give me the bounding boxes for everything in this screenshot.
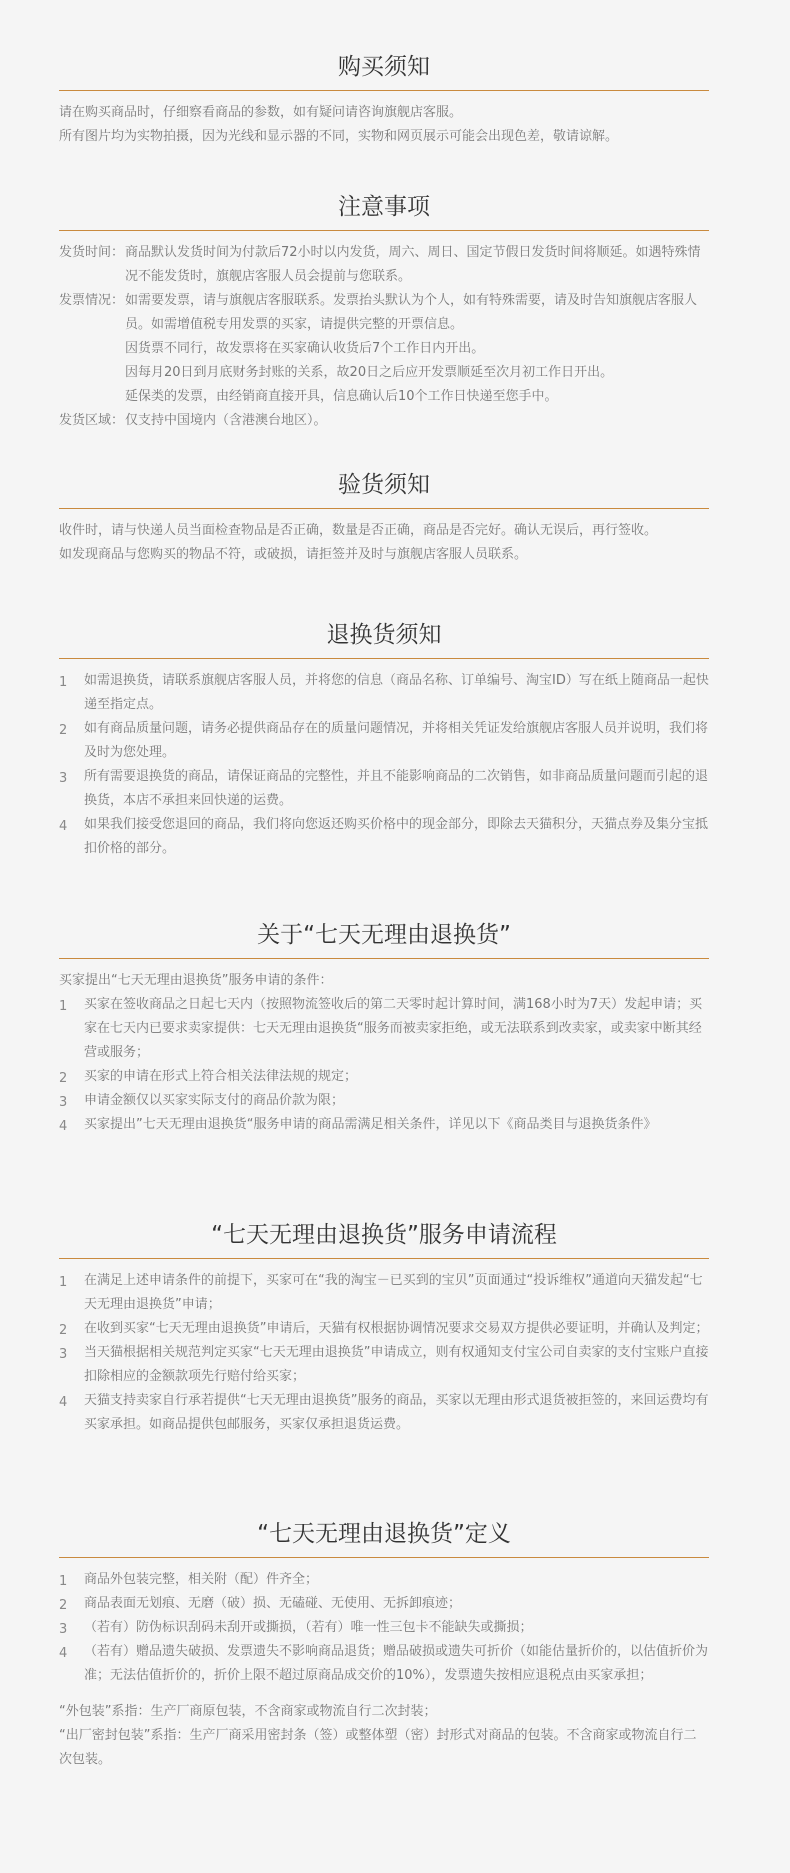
list-item <box>59 1089 709 1113</box>
item-number: 4 <box>59 1395 68 1410</box>
item-text: 当天猫根据相关规范判定买家“七天无理由退换货”申请成立，则有权通知支付宝公司自卖家的支付宝账户直接扣除相应的金额款项先行赔付给买家； <box>84 1345 709 1384</box>
item-text: 申请金额仅以买家实际支付的商品价款为限； <box>84 1093 345 1108</box>
item-number: 2 <box>59 723 68 738</box>
section-title: 退换货须知 <box>326 622 442 648</box>
divider <box>59 1557 709 1558</box>
divider <box>59 658 709 659</box>
item-number: 1 <box>59 1275 68 1290</box>
section-title: “七天无理由退换货”服务申请流程 <box>211 1222 557 1248</box>
shipping-label: 发货时间： <box>59 245 125 260</box>
item-text: 所有需要退换货的商品，请保证商品的完整性，并且不能影响商品的二次销售，如非商品质量问题而引起的退换货，本店不承担来回快递的运费。 <box>84 769 709 808</box>
item-text: 如需退换货，请联系旗舰店客服人员，并将您的信息（商品名称、订单编号、淘宝ID）写在纸上随商品一起快递至指定点。 <box>84 673 709 712</box>
list-item <box>59 1592 709 1616</box>
section-process <box>59 1218 709 1437</box>
region-row <box>59 409 709 433</box>
item-text: 天猫支持卖家自行承若提供“七天无理由退换货”服务的商品，买家以无理由形式退货被拒签的，来回运费均有买家承担。如商品提供包邮服务，买家仅承担退货运费。 <box>84 1393 709 1432</box>
section-title: 注意事项 <box>338 194 430 220</box>
invoice-label: 发票情况： <box>59 293 125 308</box>
item-text: （若有）防伪标识刮码未刮开或撕损，（若有）唯一性三包卡不能缺失或撕损； <box>84 1620 533 1635</box>
list-item <box>59 1389 709 1437</box>
item-number: 2 <box>59 1323 68 1338</box>
list-item <box>59 765 709 813</box>
invoice-line-1: 如需要发票，请与旗舰店客服联系。发票抬头默认为个人，如有特殊需要，请及时告知旗舰店客服人员。如需增值税专用发票的买家，请提供完整的开票信息。 <box>125 293 698 332</box>
list-item <box>59 813 709 861</box>
item-number: 4 <box>59 1119 68 1134</box>
spacer <box>59 1688 709 1700</box>
section-title: “七天无理由退换货”定义 <box>257 1521 511 1547</box>
shipping-row <box>59 241 709 289</box>
item-number: 1 <box>59 675 68 690</box>
item-text: （若有）赠品遗失破损、发票遗失不影响商品退货；赠品破损或遗失可折价（如能估量折价的，以估值折价为准；无法估值折价的，折价上限不超过原商品成交价的10%），发票遗失按相应退税点由买家承担； <box>84 1644 709 1683</box>
footnote-1: “外包装”系指：生产厂商原包装，不含商家或物流自行二次封装； <box>59 1704 437 1719</box>
item-text: 商品外包装完整，相关附（配）件齐全； <box>84 1572 319 1587</box>
item-number: 1 <box>59 1574 68 1589</box>
inspection-line-2: 如发现商品与您购买的物品不符，或破损，请拒签并及时与旗舰店客服人员联系。 <box>59 547 528 562</box>
invoice-line-2: 因货票不同行，故发票将在买家确认收货后7个工作日内开出。 <box>125 341 485 356</box>
list-item <box>59 669 709 717</box>
item-text: 如有商品质量问题，请务必提供商品存在的质量问题情况，并将相关凭证发给旗舰店客服人员并说明，我们将及时为您处理。 <box>84 721 709 760</box>
list-item <box>59 1317 709 1341</box>
seven-days-intro: 买家提出“七天无理由退换货”服务申请的条件： <box>59 973 333 988</box>
list-item <box>59 1341 709 1389</box>
item-text: 如果我们接受您退回的商品，我们将向您返还购买价格中的现金部分，即除去天猫积分，天猫点券及集分宝抵扣价格的部分。 <box>84 817 709 856</box>
divider <box>59 230 709 231</box>
divider <box>59 958 709 959</box>
section-title: 关于“七天无理由退换货” <box>257 922 511 948</box>
item-number: 4 <box>59 1646 68 1661</box>
list-item <box>59 1113 709 1137</box>
invoice-line-4: 延保类的发票，由经销商直接开具，信息确认后10个工作日快递至您手中。 <box>125 389 558 404</box>
region-text: 仅支持中国境内（含港澳台地区）。 <box>125 413 327 428</box>
item-number: 3 <box>59 1622 68 1637</box>
list-item <box>59 1065 709 1089</box>
item-number: 2 <box>59 1071 68 1086</box>
purchase-line-1: 请在购买商品时，仔细察看商品的参数，如有疑问请咨询旗舰店客服。 <box>59 105 463 120</box>
item-number: 3 <box>59 1095 68 1110</box>
invoice-line-3: 因每月20日到月底财务封账的关系，故20日之后应开发票顺延至次月初工作日开出。 <box>125 365 614 380</box>
list-item <box>59 993 709 1065</box>
item-number: 1 <box>59 999 68 1014</box>
section-title: 验货须知 <box>338 472 430 498</box>
section-definition <box>59 1517 709 1772</box>
item-number: 3 <box>59 771 68 786</box>
item-text: 商品表面无划痕、无磨（破）损、无磕碰、无使用、无拆卸痕迹； <box>84 1596 462 1611</box>
item-number: 2 <box>59 1598 68 1613</box>
section-purchase <box>59 50 709 149</box>
section-title: 购买须知 <box>338 54 430 80</box>
section-notes <box>59 190 709 433</box>
invoice-row <box>59 289 709 409</box>
section-inspection <box>59 468 709 567</box>
list-item <box>59 1269 709 1317</box>
shipping-text: 商品默认发货时间为付款后72小时以内发货，周六、周日、国定节假日发货时间将顺延。如遇特殊情况不能发货时，旗舰店客服人员会提前与您联系。 <box>125 245 701 284</box>
list-item <box>59 1616 709 1640</box>
section-seven-days <box>59 918 709 1137</box>
item-number: 3 <box>59 1347 68 1362</box>
item-text: 在满足上述申请条件的前提下，买家可在“我的淘宝－已买到的宝贝”页面通过“投诉维权”通道向天猫发起“七天无理由退换货”申请； <box>84 1273 703 1312</box>
item-text: 买家在签收商品之日起七天内（按照物流签收后的第二天零时起计算时间，满168小时为7天）发起申请；买家在七天内已要求卖家提供：七天无理由退换货“服务而被卖家拒绝，或无法联系到改卖家，或卖家中断其经营或服务； <box>84 997 703 1060</box>
item-text: 买家提出”七天无理由退换货“服务申请的商品需满足相关条件，详见以下《商品类目与退换货条件》 <box>84 1117 657 1132</box>
region-label: 发货区域： <box>59 413 125 428</box>
invoice-text <box>125 289 709 409</box>
item-text: 在收到买家“七天无理由退换货”申请后，天猫有权根据协调情况要求交易双方提供必要证明，并确认及判定； <box>84 1321 709 1336</box>
purchase-line-2: 所有图片均为实物拍摄，因为光线和显示器的不同，实物和网页展示可能会出现色差，敬请谅解。 <box>59 129 619 144</box>
divider <box>59 1258 709 1259</box>
item-text: 买家的申请在形式上符合相关法律法规的规定； <box>84 1069 358 1084</box>
inspection-line-1: 收件时，请与快递人员当面检查物品是否正确，数量是否正确，商品是否完好。确认无误后，再行签收。 <box>59 523 658 538</box>
list-item <box>59 1568 709 1592</box>
list-item <box>59 717 709 765</box>
footnote-2: “出厂密封包装”系指：生产厂商采用密封条（签）或整体塑（密）封形式对商品的包装。不含商家或物流自行二次包装。 <box>59 1728 697 1767</box>
section-returns <box>59 618 709 861</box>
divider <box>59 90 709 91</box>
divider <box>59 508 709 509</box>
item-number: 4 <box>59 819 68 834</box>
list-item <box>59 1640 709 1688</box>
